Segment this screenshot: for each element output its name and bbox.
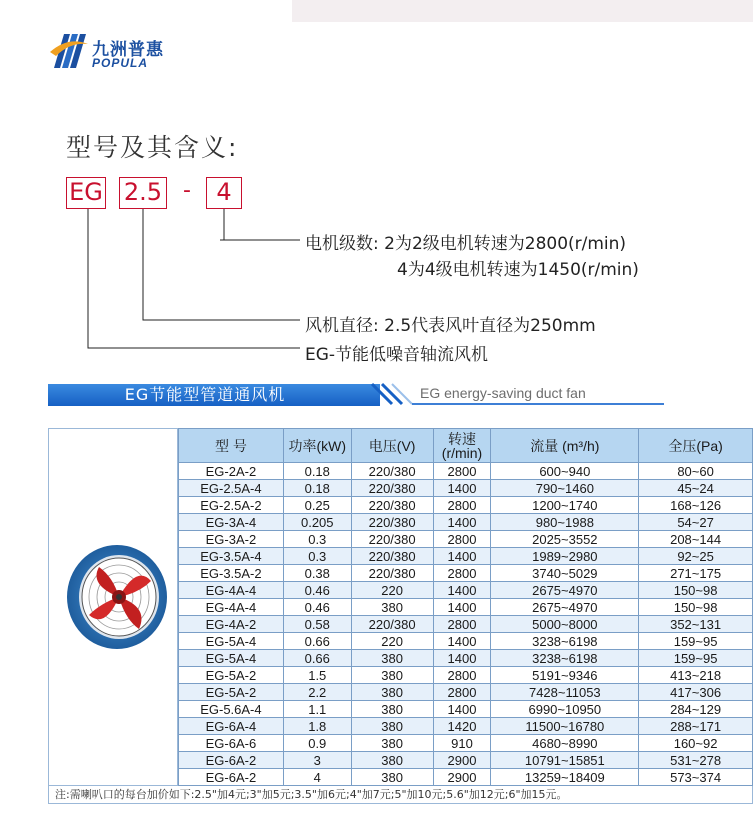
cell-model: EG-3A-4	[179, 514, 284, 531]
code-poles-box: 4	[206, 177, 242, 209]
cell-pressure: 417~306	[639, 684, 753, 701]
cell-power: 1.8	[283, 718, 351, 735]
header-voltage: 电压(V)	[351, 429, 433, 463]
cell-pressure: 92~25	[639, 548, 753, 565]
table-row	[179, 463, 753, 480]
table-row	[179, 735, 753, 752]
table-row	[179, 701, 753, 718]
cell-pressure: 159~95	[639, 650, 753, 667]
cell-flow: 790~1460	[491, 480, 639, 497]
cell-flow: 10791~15851	[491, 752, 639, 769]
header-pressure: 全压(Pa)	[639, 429, 753, 463]
table-row	[179, 582, 753, 599]
spec-table-area	[48, 428, 753, 804]
cell-voltage: 220/380	[351, 480, 433, 497]
cell-speed: 2900	[433, 769, 491, 786]
table-row	[179, 497, 753, 514]
table-row	[179, 616, 753, 633]
cell-speed: 2800	[433, 531, 491, 548]
cell-model: EG-3.5A-4	[179, 548, 284, 565]
cell-speed: 1420	[433, 718, 491, 735]
table-body	[179, 463, 753, 786]
cell-power: 0.46	[283, 599, 351, 616]
cell-pressure: 573~374	[639, 769, 753, 786]
cell-voltage: 220/380	[351, 497, 433, 514]
cell-model: EG-2.5A-2	[179, 497, 284, 514]
cell-speed: 1400	[433, 599, 491, 616]
cell-voltage: 220/380	[351, 565, 433, 582]
cell-speed: 2800	[433, 463, 491, 480]
cell-pressure: 208~144	[639, 531, 753, 548]
cell-model: EG-4A-4	[179, 582, 284, 599]
cell-flow: 1200~1740	[491, 497, 639, 514]
cell-power: 0.58	[283, 616, 351, 633]
cell-power: 0.3	[283, 548, 351, 565]
cell-power: 0.66	[283, 650, 351, 667]
cell-pressure: 54~27	[639, 514, 753, 531]
cell-pressure: 271~175	[639, 565, 753, 582]
table-row	[179, 480, 753, 497]
cell-model: EG-3A-2	[179, 531, 284, 548]
poles-explanation-line2: 4为4级电机转速为1450(r/min)	[397, 260, 639, 280]
cell-flow: 13259~18409	[491, 769, 639, 786]
model-meaning-title: 型号及其含义:	[66, 133, 239, 162]
cell-flow: 3238~6198	[491, 633, 639, 650]
cell-voltage: 220	[351, 582, 433, 599]
cell-speed: 910	[433, 735, 491, 752]
spec-table	[178, 428, 753, 786]
cell-power: 2.2	[283, 684, 351, 701]
cell-speed: 2800	[433, 616, 491, 633]
table-header-row	[179, 429, 753, 463]
cell-model: EG-5A-4	[179, 633, 284, 650]
cell-model: EG-6A-2	[179, 769, 284, 786]
cell-model: EG-4A-2	[179, 616, 284, 633]
table-row	[179, 548, 753, 565]
table-row	[179, 599, 753, 616]
cell-speed: 1400	[433, 650, 491, 667]
axial-fan-icon	[59, 541, 169, 651]
cell-pressure: 150~98	[639, 599, 753, 616]
cell-pressure: 80~60	[639, 463, 753, 480]
cell-flow: 2025~3552	[491, 531, 639, 548]
header-speed	[433, 429, 491, 463]
table-row	[179, 531, 753, 548]
cell-speed: 1400	[433, 701, 491, 718]
cell-speed: 1400	[433, 633, 491, 650]
cell-power: 0.9	[283, 735, 351, 752]
cell-voltage: 380	[351, 599, 433, 616]
table-row	[179, 514, 753, 531]
series-leader-line	[88, 209, 300, 348]
section-title-en: EG energy-saving duct fan	[420, 385, 586, 401]
cell-model: EG-5.6A-4	[179, 701, 284, 718]
cell-voltage: 380	[351, 769, 433, 786]
cell-flow: 4680~8990	[491, 735, 639, 752]
table-row	[179, 633, 753, 650]
cell-flow: 600~940	[491, 463, 639, 480]
cell-pressure: 288~171	[639, 718, 753, 735]
cell-speed: 2800	[433, 565, 491, 582]
cell-voltage: 380	[351, 752, 433, 769]
brand-name-cn: 九洲普惠	[92, 40, 164, 60]
poles-explanation-line1: 电机级数: 2为2级电机转速为2800(r/min)	[305, 234, 627, 254]
cell-power: 1.1	[283, 701, 351, 718]
cell-flow: 7428~11053	[491, 684, 639, 701]
cell-flow: 2675~4970	[491, 599, 639, 616]
header-speed-line1: 转速	[448, 430, 476, 447]
cell-speed: 1400	[433, 548, 491, 565]
cell-pressure: 284~129	[639, 701, 753, 718]
cell-voltage: 220	[351, 633, 433, 650]
cell-power: 3	[283, 752, 351, 769]
section-slash-decoration	[370, 378, 418, 410]
section-title-cn: EG节能型管道通风机	[124, 385, 286, 404]
cell-model: EG-5A-2	[179, 684, 284, 701]
cell-speed: 1400	[433, 582, 491, 599]
cell-speed: 2800	[433, 497, 491, 514]
cell-model: EG-3.5A-2	[179, 565, 284, 582]
section-underline	[412, 403, 664, 405]
table-row	[179, 752, 753, 769]
cell-pressure: 160~92	[639, 735, 753, 752]
cell-model: EG-5A-4	[179, 650, 284, 667]
cell-voltage: 380	[351, 718, 433, 735]
cell-flow: 11500~16780	[491, 718, 639, 735]
cell-power: 0.205	[283, 514, 351, 531]
cell-power: 0.25	[283, 497, 351, 514]
cell-voltage: 380	[351, 667, 433, 684]
cell-speed: 2800	[433, 684, 491, 701]
cell-power: 0.3	[283, 531, 351, 548]
cell-voltage: 380	[351, 650, 433, 667]
cell-flow: 980~1988	[491, 514, 639, 531]
cell-flow: 5000~8000	[491, 616, 639, 633]
cell-speed: 2800	[433, 667, 491, 684]
cell-voltage: 380	[351, 684, 433, 701]
table-row	[179, 684, 753, 701]
price-note: 注:需喇叭口的每台加价如下:2.5"加4元;3"加5元;3.5"加6元;4"加7元;5"加10元;5.6"加12元;6"加15元。	[48, 786, 753, 804]
cell-voltage: 380	[351, 735, 433, 752]
cell-power: 4	[283, 769, 351, 786]
cell-power: 0.18	[283, 463, 351, 480]
table-row	[179, 650, 753, 667]
cell-power: 0.38	[283, 565, 351, 582]
cell-flow: 3238~6198	[491, 650, 639, 667]
cell-flow: 2675~4970	[491, 582, 639, 599]
header-speed-line2: (r/min)	[441, 444, 483, 461]
table-row	[179, 718, 753, 735]
cell-power: 0.46	[283, 582, 351, 599]
cell-model: EG-6A-6	[179, 735, 284, 752]
header-power: 功率(kW)	[283, 429, 351, 463]
cell-power: 0.18	[283, 480, 351, 497]
code-series-box: EG	[66, 177, 106, 209]
header-flow: 流量 (m³/h)	[491, 429, 639, 463]
cell-voltage: 220/380	[351, 548, 433, 565]
cell-model: EG-5A-2	[179, 667, 284, 684]
poles-leader-line	[224, 209, 300, 240]
brand-name-en: POPULA	[92, 56, 149, 70]
header-model: 型 号	[179, 429, 284, 463]
cell-power: 1.5	[283, 667, 351, 684]
cell-voltage: 220/380	[351, 463, 433, 480]
cell-flow: 5191~9346	[491, 667, 639, 684]
cell-pressure: 531~278	[639, 752, 753, 769]
cell-power: 0.66	[283, 633, 351, 650]
cell-model: EG-6A-2	[179, 752, 284, 769]
code-separator: -	[183, 178, 191, 203]
cell-voltage: 220/380	[351, 514, 433, 531]
cell-pressure: 45~24	[639, 480, 753, 497]
cell-model: EG-4A-4	[179, 599, 284, 616]
cell-pressure: 352~131	[639, 616, 753, 633]
cell-flow: 6990~10950	[491, 701, 639, 718]
cell-model: EG-6A-4	[179, 718, 284, 735]
cell-pressure: 150~98	[639, 582, 753, 599]
cell-pressure: 168~126	[639, 497, 753, 514]
size-leader-line	[143, 209, 300, 320]
cell-voltage: 220/380	[351, 616, 433, 633]
table-row	[179, 769, 753, 786]
product-image-cell	[48, 428, 178, 786]
cell-model: EG-2.5A-4	[179, 480, 284, 497]
size-explanation: 风机直径: 2.5代表风叶直径为250mm	[305, 316, 596, 336]
cell-pressure: 159~95	[639, 633, 753, 650]
cell-speed: 1400	[433, 514, 491, 531]
code-size-box: 2.5	[119, 177, 167, 209]
cell-voltage: 220/380	[351, 531, 433, 548]
cell-flow: 3740~5029	[491, 565, 639, 582]
table-row	[179, 667, 753, 684]
table-row	[179, 565, 753, 582]
cell-pressure: 413~218	[639, 667, 753, 684]
cell-speed: 2900	[433, 752, 491, 769]
series-explanation: EG-节能低噪音轴流风机	[305, 345, 489, 365]
cell-flow: 1989~2980	[491, 548, 639, 565]
cell-voltage: 380	[351, 701, 433, 718]
cell-model: EG-2A-2	[179, 463, 284, 480]
cell-speed: 1400	[433, 480, 491, 497]
